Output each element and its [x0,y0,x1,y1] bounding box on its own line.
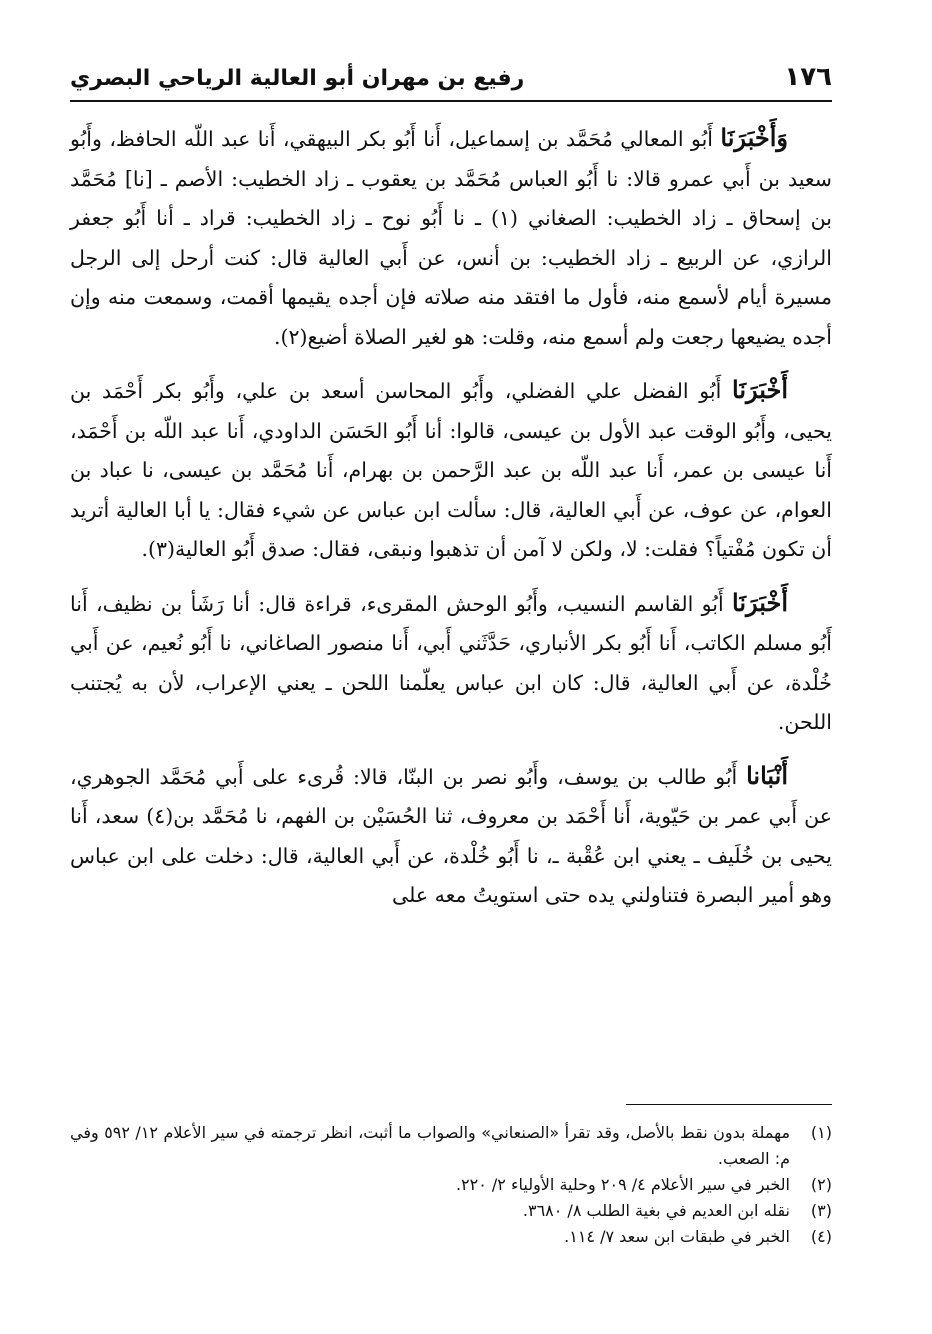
footnote-text: مهملة بدون نقط بالأصل، وقد تقرأ «الصنعاني» والصواب ما أثبت، انظر ترجمته في سير الأعلام ١٢/ ٥٩٢ وفي م: الصعب. [70,1123,791,1168]
running-title: رفيع بن مهران أبو العالية الرياحي البصري [70,66,525,91]
footnotes [70,1120,832,1250]
footnote-2 [70,1172,832,1198]
paragraph-2 [70,370,832,570]
footnote-number: (٤) [810,1227,832,1246]
page-number: ١٧٦ [784,62,832,92]
paragraph-3 [70,583,832,743]
footnote-4 [70,1224,832,1250]
paragraph-lead-word: أَنْبَانا [746,760,788,790]
header-rule [70,100,832,102]
paragraph-text: أَبُو الفضل علي الفضلي، وأَبُو المحاسن أسعد بن علي، وأَبُو بكر أَحْمَد بن يحيى، وأَبُو الوقت عبد الأول بن عيسى، قالوا: أنا أَبُو الحَسَن الداودي، أَنا عبد اللّه بن أَحْمَد، أَنا عيسى بن عمر، أَنا عبد اللّه بن عبد الرَّحمن بن بهرام، أَنا مُحَمَّد بن عيسى، نا عباد بن العوام، عن عوف، عن أَبي العالية، قال: سألت ابن عباس عن شيء فقال: يا أبا العالية أتريد أن تكون مُفْتياً؟ فقلت: لا، ولكن لا آمن أن تذهبوا ونبقى، فقال: صدق أَبُو العالية(٣). [70,379,832,561]
paragraph-text: أَبُو طالب بن يوسف، وأَبُو نصر بن البنّا، قالا: قُرىء على أَبي مُحَمَّد الجوهري، عن أَبي عمر بن حَيّوية، أَنا أَحْمَد بن معروف، ثنا الحُسَيْن بن الفهم، نا مُحَمَّد بن(٤) سعد، أَنا يحيى بن خُلَيف ـ يعني ابن عُقْبة ـ، نا أَبُو خُلْدة، عن أَبي العالية، قال: دخلت على ابن عباس وهو أمير البصرة فتناولني يده حتى استويتُ معه على [70,764,833,907]
paragraph-lead-word: أَخْبَرَنَا [732,375,788,404]
paragraph-4 [70,756,832,916]
footnote-text: الخبر في طبقات ابن سعد ٧/ ١١٤. [564,1227,790,1246]
paragraph-lead-word: أَخْبَرَنَا [732,587,788,617]
paragraph-text: أَبُو القاسم النسيب، وأَبُو الوحش المقرىء، قراءة قال: أنا رَشَأ بن نظيف، أَنا أَبُو مسلم الكاتب، أَنا أَبُو بكر الأنباري، حَدَّثَني أَبي، أَنا منصور الصاغاني، نا أَبُو نُعيم، عن أَبي خُلْدة، عن أَبي العالية، قال: كان ابن عباس يعلّمنا اللحن ـ يعني الإعراب، لأن به يُجتنب اللحن. [70,591,832,734]
footnote-number: (٢) [810,1175,832,1194]
paragraph-lead-word: وَأَخْبَرَنَا [720,123,788,152]
footnote-number: (١) [810,1123,832,1142]
footnote-3 [70,1198,832,1224]
main-text [70,118,832,929]
paragraph-text: أَبُو المعالي مُحَمَّد بن إسماعيل، أَنا أَبُو بكر البيهقي، أَنا عبد اللّه الحافظ، وأَبُو سعيد بن أَبي عمرو قالا: نا أَبُو العباس مُحَمَّد بن يعقوب ـ زاد الخطيب: الأصم ـ [نا] مُحَمَّد بن إسحاق ـ زاد الخطيب: الصغاني (١) ـ نا أَبُو نوح ـ زاد الخطيب: قراد ـ أنا أَبُو جعفر الرازي، عن الربيع ـ زاد الخطيب: بن أنس، عن أَبي العالية قال: كنت أرحل إلى الرجل مسيرة أيام لأسمع منه، فأول ما افتقد منه صلاته فإن أجده يقيمها أقمت، وسمعت منه وإن أجده يضيعها رجعت ولم أسمع منه، وقلت: هو لغير الصلاة أضيع(٢). [70,127,832,349]
paragraph-1 [70,118,832,357]
footnote-text: نقله ابن العديم في بغية الطلب ٨/ ٣٦٨٠. [522,1201,790,1220]
footnote-text: الخبر في سير الأعلام ٤/ ٢٠٩ وحلية الأولياء ٢/ ٢٢٠. [455,1175,790,1194]
footnote-1 [70,1120,832,1172]
footnote-number: (٣) [810,1201,832,1220]
footnote-separator [626,1104,832,1105]
page-header [70,58,832,98]
